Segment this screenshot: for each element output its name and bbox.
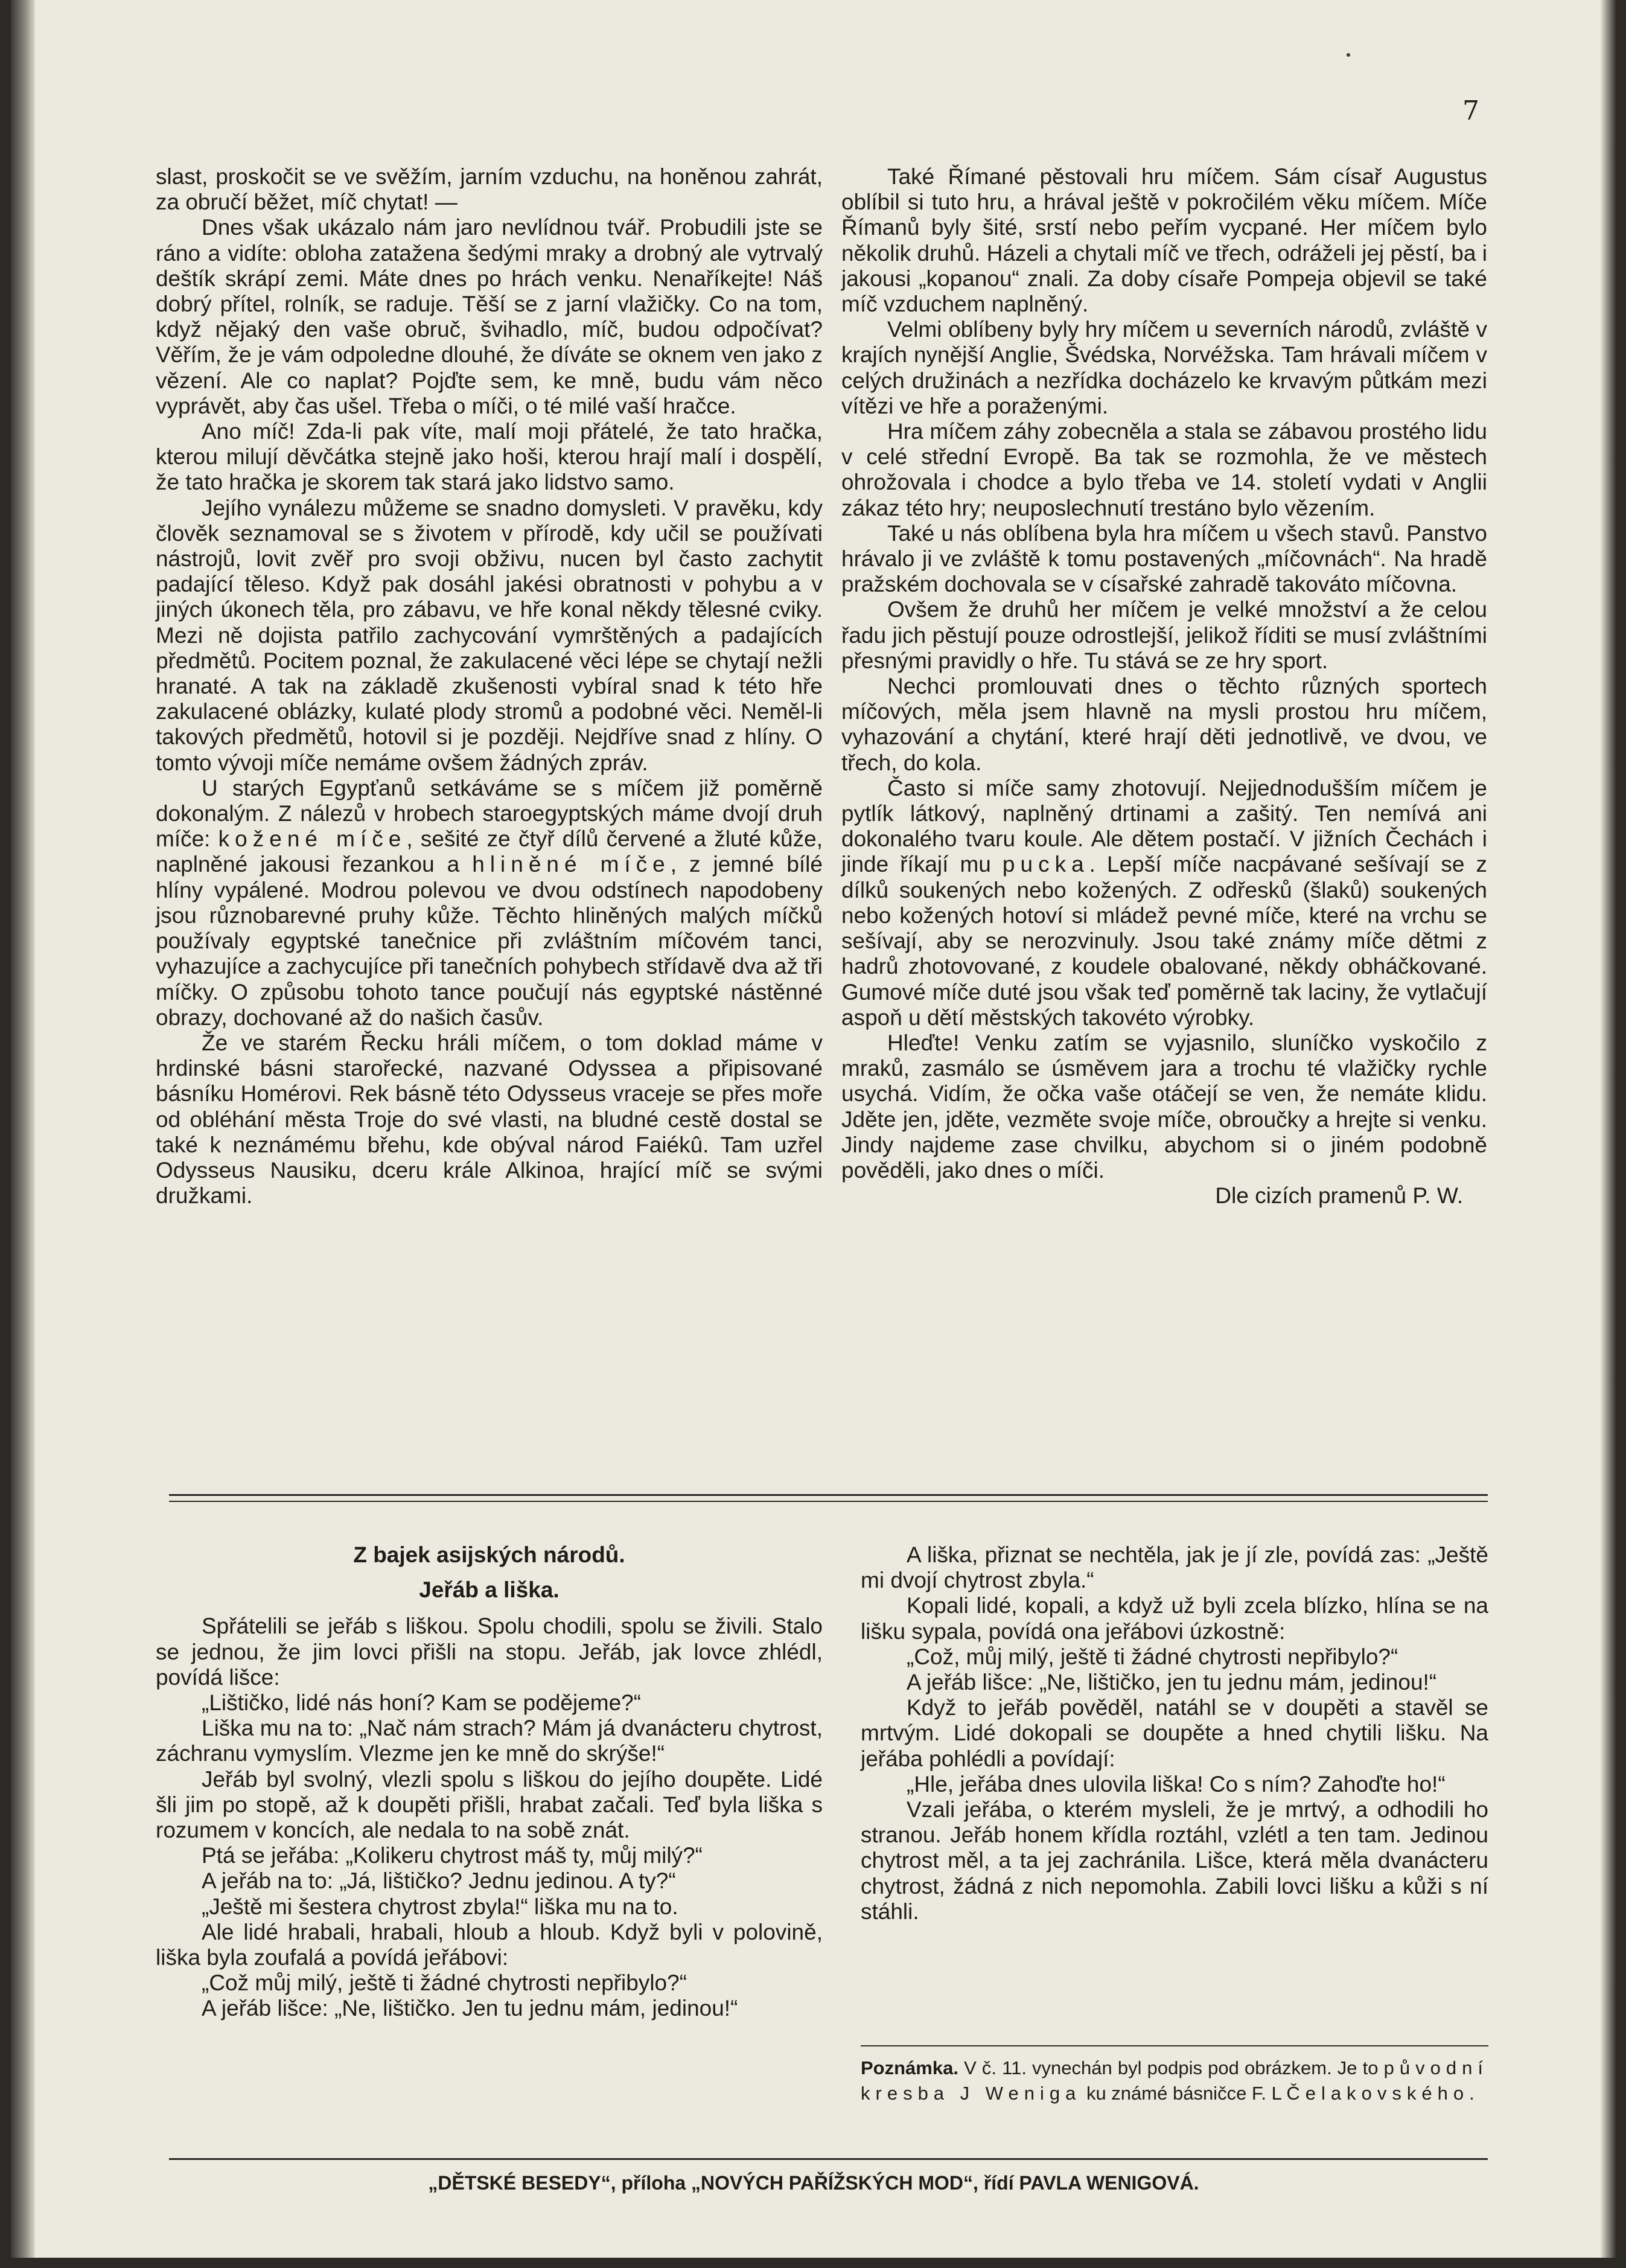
paragraph: Ale lidé hrabali, hrabali, hloub a hloub. Když byli v polovině, liška byla zoufalá a povídá jeřábovi: bbox=[156, 1919, 823, 1970]
paragraph: Velmi oblíbeny byly hry míčem u severních národů, zvláště v krajích nynější Anglie, Švédska, Norvéžska. Tam hrávali míčem v celých družinách a nezřídka docházelo ke krvavým půtkám mezi vítězi ve hře a poraženými. bbox=[841, 317, 1487, 418]
paragraph-egypt: U starých Egypťanů setkáváme se s míčem již poměrně dokonalým. Z nálezů v hrobech staroegyptských máme dvojí druh míče: kožené míče, sešité ze čtyř dílů červené a žluté kůže, naplněné jakousi řezankou a hliněné míče, z jemné bílé hlíny vypálené. Modrou polevou ve dvou odstínech napodobeny jsou různobarevné pruhy kůže. Těchto hliněných malých míčků používaly egyptské tanečnice při zvláštním míčovém tanci, vyhazujíce a zachycujíce při tanečních pohybech střídavě dva až tři míčky. O způsobu tohoto tance poučují nás egyptské nástěnné obrazy, dochované až do našich časův. bbox=[156, 775, 823, 1030]
note-label: Poznámka. bbox=[861, 2057, 958, 2078]
note-divider bbox=[861, 2045, 1488, 2046]
section-divider-rule bbox=[169, 1494, 1488, 1496]
paragraph: Kopali lidé, kopali, a když už byli zcela blízko, hlína se na lišku sypala, povídá ona jeřábovi úzkostně: bbox=[861, 1593, 1488, 1644]
paragraph: Dnes však ukázalo nám jaro nevlídnou tvář. Probudili jste se ráno a vidíte: obloha zatažena šedými mraky a drobný ale vytrvalý deštík skrápí zemi. Máte dnes po hrách venku. Nenaříkejte! Náš dobrý přítel, rolník, se raduje. Těší se z jarní vlažičky. Co na tom, když nějaký den vaše obruč, švihadlo, míč, budou odpočívat? Věřím, že je vám odpoledne dlouhé, že díváte se oknem ven jako z vězení. Ale co naplat? Pojďte sem, ke mně, budu vám něco vyprávět, aby čas ušel. Třeba o míči, o té milé vaší hračce. bbox=[156, 215, 823, 418]
paragraph: A jeřáb lišce: „Ne, lištičko. Jen tu jednu mám, jedinou!“ bbox=[202, 1996, 738, 2021]
term-pucka: pucka bbox=[1002, 852, 1089, 877]
paragraph: A jeřáb na to: „Já, lištičko? Jednu jedinou. A ty?“ bbox=[202, 1868, 676, 1894]
paragraph: „Hle, jeřába dnes ulovila liška! Co s ním? Zahoďte ho!“ bbox=[907, 1771, 1446, 1797]
paragraph-pucka: Často si míče samy zhotovují. Nejjednodušším míčem je pytlík látkový, naplněný drtinami a zašitý. Ten nemívá ani dokonalého tvaru koule. Ale dětem postačí. V jižních Čechách i jinde říkají mu pucka. Lepší míče nacpávané sešívají se z dílků soukených nebo kožených. Z odřesků (šlaků) soukených nebo kožených hotoví si mládež pevné míče, které na vrchu se sešívají, aby se nerozvinuly. Jsou také známy míče dětmi z hadrů zhotovované, z koudele obalované, někdy obháčkované. Gumové míče duté jsou však teď poměrně tak laciny, že vytlačují aspoň u dětí městských takovéto výrobky. bbox=[841, 775, 1487, 1030]
note-spaced-text: původní kresba J Weniga bbox=[861, 2057, 1488, 2104]
section-divider-rule-thin bbox=[169, 1501, 1488, 1502]
paragraph: Hra míčem záhy zobecněla a stala se zábavou prostého lidu v celé střední Evropě. Ba tak se rozmohla, že ve městech ohrožovala i chodce a bylo třeba ve 14. století vydati v Anglii zákaz této hry; neuposlechnutí trestáno bylo vězením. bbox=[841, 419, 1487, 520]
paragraph: Že ve starém Řecku hráli míčem, o tom doklad máme v hrdinské básni starořecké, nazvané Odyssea a připisované básníku Homérovi. Rek básně této Odysseus vraceje se přes moře od obléhání města Troje do své vlasti, na bludné cestě dostal se také k neznámému břehu, kde obýval národ Faiékû. Tam uzřel Odysseus Nausiku, dceru krále Alkinoa, hrající míč se svými družkami. bbox=[156, 1030, 823, 1209]
fable-title: Jeřáb a liška. bbox=[419, 1577, 560, 1603]
page-number: 7 bbox=[1462, 95, 1479, 126]
editorial-note: Poznámka. V č. 11. vynechán byl podpis pod obrázkem. Je to původní kresba J Weniga ku známé básničce F. L Čelakovského. bbox=[861, 2057, 1488, 2104]
page-footer: „DĚTSKÉ BESEDY“, příloha „NOVÝCH PAŘÍŽSKÝCH MOD“, řídí PAVLA WENIGOVÁ. bbox=[428, 2172, 1199, 2194]
paragraph: „Ještě mi šestera chytrost zbyla!“ liška mu na to. bbox=[202, 1894, 678, 1919]
magazine-page bbox=[11, 0, 1616, 2258]
paragraph: A liška, přiznat se nechtěla, jak je jí zle, povídá zas: „Ještě mi dvojí chytrost zbyla.“ bbox=[861, 1542, 1488, 1593]
term-hlinene: hliněné míče bbox=[472, 852, 671, 877]
term-kozene: kožené míče bbox=[218, 826, 407, 852]
paragraph: Nechci promlouvati dnes o těchto různých sportech míčových, měla jsem hlavně na mysli prostou hru míčem, vyhazování a chytání, které hrají děti jednotlivě, ve dvou, ve třech, do kola. bbox=[841, 674, 1487, 775]
print-speck bbox=[1347, 53, 1350, 57]
paragraph: Když to jeřáb pověděl, natáhl se v doupěti a stavěl se mrtvým. Lidé dokopali se doupěte a hned chytili lišku. Na jeřába pohlédli a povídají: bbox=[861, 1695, 1488, 1771]
page-gutter-shadow bbox=[11, 0, 35, 2258]
article-column-right bbox=[841, 164, 1487, 1209]
note-author: Čelakovského. bbox=[1286, 2083, 1480, 2104]
paragraph: Vzali jeřába, o kterém mysleli, že je mrtvý, a odhodili ho stranou. Jeřáb honem křídla roztáhl, vzlétl a ten tam. Jedinou chytrost měl, a ta jej zachránila. Lišce, která měla dvanácteru chytrost, žádná z nich nepomohla. Zabili lovci lišku a kůži s ní stáhli. bbox=[861, 1797, 1488, 1924]
paragraph: Také u nás oblíbena byla hra míčem u všech stavů. Panstvo hrávalo ji ve zvláště k tomu postavených „míčovnách“. Na hradě pražském dochovala se v císařské zahradě takováto míčovna. bbox=[841, 520, 1487, 597]
paragraph: „Lištičko, lidé nás honí? Kam se podějeme?“ bbox=[202, 1690, 642, 1716]
paragraph: Liška mu na to: „Nač nám strach? Mám já dvanácteru chytrost, záchranu vymyslím. Vlezme jen ke mně do skrýše!“ bbox=[156, 1716, 823, 1766]
paragraph: Ovšem že druhů her míčem je velké množství a že celou řadu jich pěstují pouze odrostlejší, jelikož říditi se musí zvláštními přesnými pravidly o hře. Tu stává se ze hry sport. bbox=[841, 597, 1487, 673]
article-signature: Dle cizích pramenů P. W. bbox=[1215, 1183, 1463, 1209]
paragraph: Ptá se jeřába: „Kolikeru chytrost máš ty, můj milý?“ bbox=[202, 1843, 703, 1868]
paragraph: Jeřáb byl svolný, vlezli spolu s liškou do jejího doupěte. Lidé šli jim po stopě, až k doupěti přišli, hrabat začali. Teď byla liška s rozumem v koncích, ale nedala to na sobě znát. bbox=[156, 1766, 823, 1843]
article-column-left bbox=[156, 164, 823, 1209]
footer-rule bbox=[169, 2158, 1488, 2160]
paragraph: A jeřáb lišce: „Ne, lištičko, jen tu jednu mám, jedinou!“ bbox=[907, 1670, 1437, 1695]
paragraph: Hleďte! Venku zatím se vyjasnilo, sluníčko vyskočilo z mraků, zasmálo se úsměvem jara a trochu té vlažičky rychle usychá. Vidím, že očka vaše otáčejí se ven, že nemáte klidu. Jděte jen, jděte, vezměte svoje míče, obroučky a hrejte si venku. Jindy najdeme zase chvilku, abychom si o jiném podobně pověděli, jako dnes o míči. bbox=[841, 1030, 1487, 1183]
fable-column-right bbox=[861, 1542, 1488, 1925]
paragraph: Jejího vynálezu můžeme se snadno domysleti. V pravěku, kdy člověk seznamoval se s životem v přírodě, kdy učil se používati nástrojů, lovit zvěř pro svoji obživu, nucen byl často zachytit padající těleso. Když pak dosáhl jakési obratnosti v pohybu a v jiných úkonech těla, pro zábavu, ve hře konal někdy tělesné cviky. Mezi ně dojista patřilo zachycování vymrštěných a padajících předmětů. Pocitem poznal, že zakulacené věci lépe se chytají nežli hranaté. A tak na základě zkušenosti vybíral snad k této hře zakulacené oblázky, kulaté plody stromů a podobné věci. Neměl-li takových předmětů, hotovil si je později. Nejdříve snad z hlíny. O tomto vývoji míče nemáme ovšem žádných zpráv. bbox=[156, 495, 823, 775]
paragraph: „Což, můj milý, ještě ti žádné chytrosti nepřibylo?“ bbox=[907, 1644, 1398, 1669]
paragraph: Ano míč! Zda-li pak víte, malí moji přátelé, že tato hračka, kterou milují děvčátka stejně jako hoši, kterou hrají malí i dospělí, že tato hračka je skorem tak stará jako lidstvo samo. bbox=[156, 419, 823, 495]
paragraph: slast, proskočit se ve svěžím, jarním vzduchu, na honěnou zahrát, za obručí běžet, míč chytat! — bbox=[156, 164, 823, 215]
paragraph: Také Římané pěstovali hru míčem. Sám císař Augustus oblíbil si tuto hru, a hrával ještě v pokročilém věku míčem. Míče Římanů byly šité, srstí nebo peřím vycpané. Her míčem bylo několik druhů. Házeli a chytali míč ve třech, odráželi jej pěstí, ba i jakousi „kopanou“ znali. Za doby císaře Pompeja objevil se také míč vzduchem naplněný. bbox=[841, 164, 1487, 317]
fable-column-left bbox=[156, 1542, 823, 2022]
paragraph: „Což můj milý, ještě ti žádné chytrosti nepřibylo?“ bbox=[202, 1970, 687, 1996]
paragraph: Spřátelili se jeřáb s liškou. Spolu chodili, spolu se živili. Stalo se jednou, že jim lovci přišli na stopu. Jeřáb, jak lovce zhlédl, povídá lišce: bbox=[156, 1614, 823, 1690]
fable-section-title: Z bajek asijských národů. bbox=[353, 1542, 625, 1567]
page-edge-shadow bbox=[1601, 0, 1616, 2258]
